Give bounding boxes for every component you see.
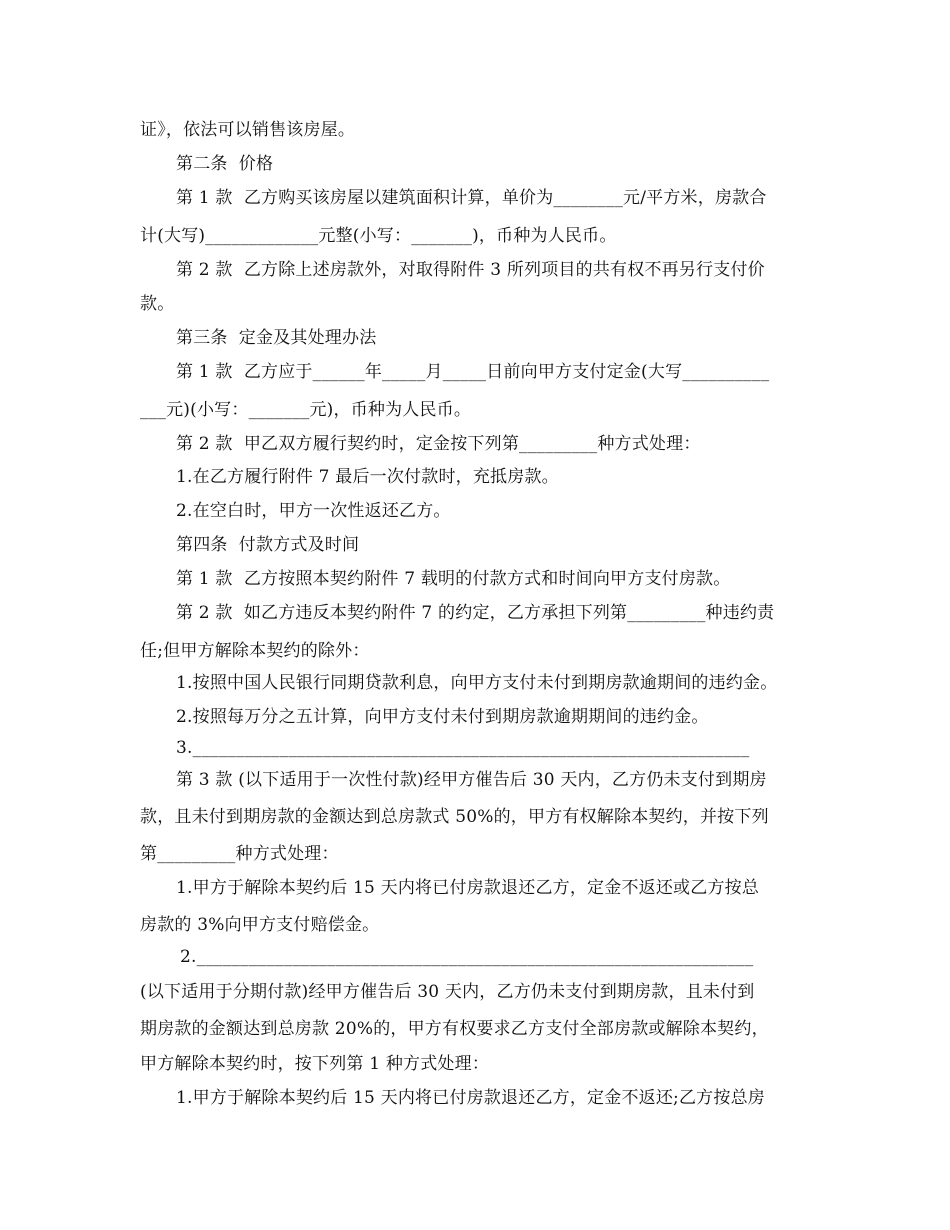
text-line-5: 第 2 款 乙方除上述房款外，对取得附件 3 所列项目的共有权不再另行支付价 (176, 260, 765, 280)
text-line-1: 证》，依法可以销售该房屋。 (140, 120, 356, 140)
text-line-2: 第二条 价格 (176, 154, 274, 174)
text-line-6: 款。 (140, 294, 175, 314)
text-line-29: 1.甲方于解除本契约后 15 天内将已付房款退还乙方，定金不返还;乙方按总房 (176, 1088, 765, 1108)
text-line-19: 3.________________________________________________________________ (176, 738, 750, 758)
text-line-16: 任;但甲方解除本契约的除外： (140, 641, 370, 661)
text-line-15: 第 2 款 如乙方违反本契约附件 7 的约定，乙方承担下列第_________种违约责 (176, 603, 775, 623)
text-line-26: (以下适用于分期付款)经甲方催告后 30 天内，乙方仍未支付到期房款，且未付到 (140, 982, 755, 1002)
text-line-17: 1.按照中国人民银行同期贷款利息，向甲方支付未付到期房款逾期间的违约金。 (176, 673, 778, 693)
text-line-4: 计(大写)_____________元整(小写：_______)，币种为人民币。 (140, 226, 617, 246)
text-line-22: 第_________种方式处理： (140, 844, 339, 864)
text-line-25: 2.________________________________________________________________ (180, 947, 754, 967)
text-line-10: 第 2 款 甲乙双方履行契约时，定金按下列第_________种方式处理： (176, 434, 701, 454)
text-line-27: 期房款的金额达到总房款 20%的，甲方有权要求乙方支付全部房款或解除本契约， (140, 1019, 769, 1039)
text-line-9: ___元)(小写：_______元)，币种为人民币。 (140, 400, 472, 420)
text-line-21: 款，且未付到期房款的金额达到总房款式 50%的，甲方有权解除本契约，并按下列 (140, 807, 769, 827)
text-line-14: 第 1 款 乙方按照本契约附件 7 载明的付款方式和时间向甲方支付房款。 (176, 569, 731, 589)
text-line-8: 第 1 款 乙方应于______年_____月_____日前向甲方支付定金(大写__________ (176, 362, 770, 382)
text-line-13: 第四条 付款方式及时间 (176, 535, 360, 555)
text-line-20: 第 3 款 (以下适用于一次性付款)经甲方催告后 30 天内，乙方仍未支付到期房 (176, 770, 767, 790)
text-line-11: 1.在乙方履行附件 7 最后一次付款时，充抵房款。 (176, 467, 559, 487)
text-line-7: 第三条 定金及其处理办法 (176, 328, 377, 348)
text-line-18: 2.按照每万分之五计算，向甲方支付未付到期房款逾期期间的违约金。 (176, 707, 709, 727)
text-line-28: 甲方解除本契约时，按下列第 1 种方式处理： (140, 1054, 490, 1074)
text-line-12: 2.在空白时，甲方一次性返还乙方。 (176, 501, 451, 521)
text-line-3: 第 1 款 乙方购买该房屋以建筑面积计算，单价为________元/平方米，房款合 (176, 188, 767, 208)
text-line-24: 房款的 3%向甲方支付赔偿金。 (140, 915, 380, 935)
text-line-23: 1.甲方于解除本契约后 15 天内将已付房款退还乙方，定金不返还或乙方按总 (176, 878, 760, 898)
